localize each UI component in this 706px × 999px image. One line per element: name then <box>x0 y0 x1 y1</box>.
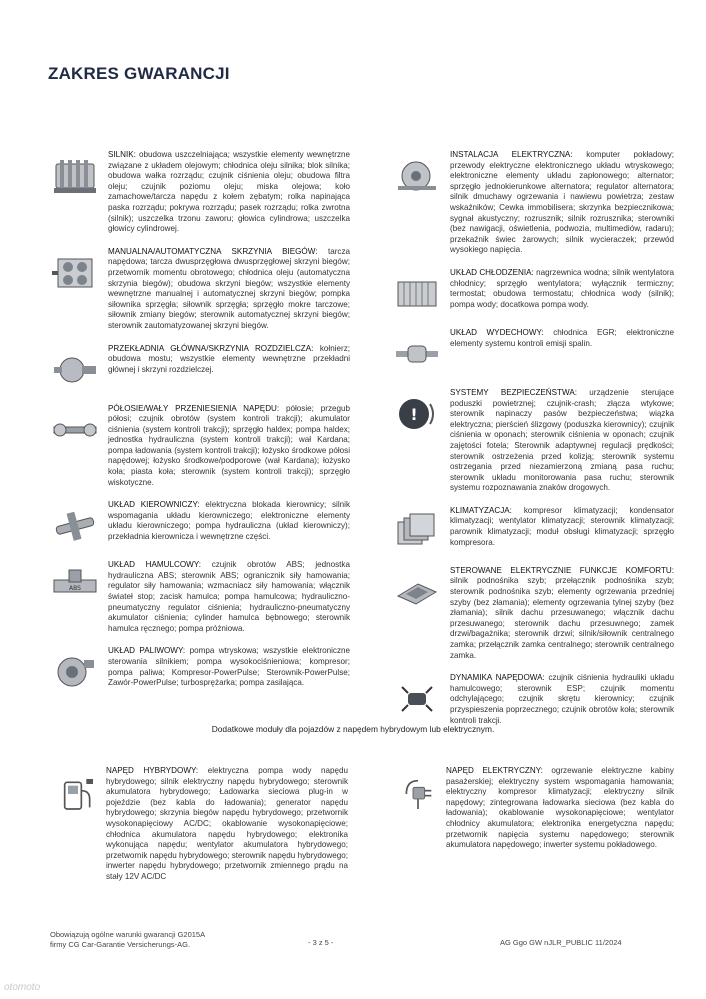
item-heading: MANUALNA/AUTOMATYCZNA SKRZYNIA BIEGÓW: <box>108 246 318 256</box>
item-heading: UKŁAD HAMULCOWY: <box>108 560 201 570</box>
item-text: nagrzewnica wodna; silnik wentylatora chłodnicy; sprzęgło wentylatora; wyłącznik termiczny; termostat; obudowa termostatu; chłodnica wody (silnik); pompa wody; docatkowa pompa wody. <box>450 267 675 309</box>
item-text: półosie; przegub półosi; czujnik obrotów (system kontroli trakcji); akumulator ciśnienia (system kontroli trakcji); sprzęgło haldex; pompa haldex; jednostka hydrauliczna (system kontroli trakcji); wał Kardana; pompa ładowania (system kontroli trakcji); łożysko środkowe półosi napędowej; łożysko środkowe/podporowe (wał Kardana); łożysko koła; piasta koła; sterownik (system kontroli trakcji); sprzęgło wiskotyczne. <box>108 403 351 487</box>
item-text: elektryczna pompa wody napędu hybrydowego; silnik elektryczny napędu hybrydowego; sterownik akumulatora hybrydowego; Ładowarka sieciowa plug-in w pojeździe (bez kabla do ładowania); generator napędu hybrydowego; skrzynia biegów napędu hybrydowego; przetwornik wysokonapięciowy AC/DC; okablowanie wysokonapięciowe; chłodnica akumulatora napędu hybrydowego; elektronika wykonująca napędu; wentylator akumulatora hybrydowego; przetwornik napędu hybrydowego; sterownik napędu hybrydowego; inwerter napędu hybrydowego; przetwornik zmiennego prądu na stały 12V AC/DC <box>106 766 348 881</box>
left-column <box>50 150 350 706</box>
footer-conditions <box>50 930 205 950</box>
item-text: obudowa uszczelniająca; wszystkie elementy wewnętrzne związane z układem olejowym; chłodnica oleju silnika; blok silnika; obudowa wałka rozrządu; czujnik ciśnienia oleju; obudowa filtra oleju; czujnik poziomu oleju; miska olejowa; koło zamachowe/tarcza napędu z kołem zębatym; rolka napinająca paska rozrządu; pokrywa rozrządu; pasek rozrządu; rolka zwrotna (silnik); uszczelka trzonu zaworu; głowica cylindrowa; uszczelka głowicy cylindrowej. <box>108 150 351 234</box>
warranty-item-comfort <box>392 566 674 661</box>
item-heading: PÓŁOSIE/WAŁY PRZENIESIENIA NAPĘDU: <box>108 403 280 413</box>
engine-icon <box>50 154 100 198</box>
item-text: komputer pokładowy; przewody elektryczne elektronicznego układu wtryskowego; elektroniczne elementy układu zapłonowego; alternator; sprzęgło jednokierunkowe alternatora; regulator alternatora; silnik dmuchawy ogrzewania i nawiewu powietrza; zestaw wskaźników; Cewka immobilisera; skrzynka bezpiecznikowa; sygnał akustyczny; rozrusznik; silnik rozrusznika; sterowniki (bez nawigacji, oświetlenia, podwozia, multimediów, radaru); przekaźnik świec żarowych; silnik wycieraczek; przewód wysokiego napięcia. <box>450 150 675 255</box>
item-heading: UKŁAD WYDECHOWY: <box>450 327 544 337</box>
item-heading: UKŁAD PALIWOWY: <box>108 646 186 656</box>
warranty-item-electrical <box>392 150 674 256</box>
alternator-icon <box>392 154 442 198</box>
differential-icon <box>50 348 100 392</box>
item-heading: PRZEKŁADNIA GŁÓWNA/SKRZYNIA ROZDZIELCZA: <box>108 343 314 353</box>
item-text: silnik podnośnika szyb; przełącznik podnośnika szyb; sterownik podnośnika szyb; elementy ogrzewania przedniej szyby (bez złamania); elementy ogrzewania tylnej szyby (bez złamania); silnik dachu przesuwanego; włącznik dachu przesuwanego; sterownik dachu przesuwnego; zamek drzwi/bagażnika; sterownik drzwi; silnik/siłownik centralnego zamka; przełącznik zamka centralnego; sterownik centralnego zamka. <box>450 576 674 660</box>
warranty-item-gearbox <box>50 247 350 332</box>
right-column <box>392 150 674 738</box>
item-heading: KLIMATYZACJA: <box>450 505 512 515</box>
warranty-item-dynamics <box>392 673 674 726</box>
warranty-item-electric <box>398 766 674 851</box>
item-text: czujnik ciśnienia hydrauliki układu hamulcowego; sterownik ESP; czujnik momentu odchylającego; czujnik skrętu kierownicy; czujnik przyspieszenia poprzecznego; czujnik obrotów koła; sterownik kontroli trakcji. <box>450 673 675 725</box>
brake-icon <box>50 564 100 608</box>
electric-section <box>398 766 674 863</box>
item-text: elektryczna blokada kierownicy; silnik wspomagania układu kierowniczego; elektroniczne elementy układu kierowniczego; pompa hydrauliczna (układ kierowniczy); przekładnia kierownicza i wewnętrzne części. <box>108 500 350 542</box>
item-text: czujnik obrotów ABS; jednostka hydrauliczna ABS; sterownik ABS; ogranicznik siły hamowania; regulator siły hamowania; wzmacniacz siły hamowania; włącznik świateł stop; zacisk hamulca; pompa hamulcowa; hydrauliczno-pneumatyczny regulator ciśnienia; hydrauliczno-pneumatyczny akumulator ciśnienia; cylinder hamulca bębnowego; sterownik hamulca ręcznego; pompa próżniowa. <box>108 560 350 633</box>
turbo-icon <box>50 650 100 694</box>
footer-line-1: Obowiązują ogólne warunki gwarancji G2015A <box>50 930 206 939</box>
warranty-item-driveshaft <box>50 404 350 489</box>
warranty-item-exhaust <box>392 328 674 376</box>
item-heading: SILNIK: <box>108 150 136 159</box>
page-title: ZAKRES GWARANCJI <box>48 64 230 83</box>
electric-plug-icon <box>398 770 438 818</box>
warranty-item-steering <box>50 500 350 548</box>
item-heading: STEROWANE ELEKTRYCZNIE FUNKCJE KOMFORTU: <box>450 565 674 575</box>
item-text: tarcza napędowa; tarcza dwusprzęgłowa dwusprzęgłowej skrzyni biegów; przetwornik momentu obrotowego; chłodnica oleju (automatyczna skrzynia biegów); obudowa skrzyni biegów; wszystkie elementy wewnętrzne manualnej i automatycznej skrzyni biegów; pompka siłownika sprzęgła; siłownik sprzęgła; sprzęgło mokre tarczowe; siłownik zmiany biegów; sterownik automatycznej skrzyni biegów; sterownik zautomatyzowanej skrzyni biegów. <box>108 246 351 330</box>
warranty-item-safety <box>392 388 674 494</box>
steering-icon <box>50 504 100 548</box>
hybrid-icon <box>58 770 98 818</box>
warranty-item-cooling <box>392 268 674 316</box>
page-number: - 3 z 5 - <box>308 938 334 947</box>
warranty-item-brakes <box>50 560 350 634</box>
item-text: chłodnica EGR; elektroniczne elementy systemu kontroli emisji spalin. <box>450 327 675 348</box>
item-text: kompresor klimatyzacji; kondensator klimatyzacji; wentylator klimatyzacji; sterownik klimatyzacji; parownik klimatyzacji; moduł obsługi klimatyzacji; sprzęgło kompresora. <box>450 505 674 547</box>
warranty-item-hybrid <box>58 766 348 883</box>
item-heading: INSTALACJA ELEKTRYCZNA: <box>450 150 573 159</box>
item-heading: UKŁAD KIEROWNICZY: <box>108 500 200 510</box>
item-heading: DYNAMIKA NAPĘDOWA: <box>450 673 545 683</box>
watermark: otomoto <box>4 982 41 993</box>
safety-icon <box>392 392 442 436</box>
warranty-item-engine <box>50 150 350 235</box>
warranty-item-fuel <box>50 646 350 694</box>
driveshaft-icon <box>50 408 100 452</box>
item-heading: NAPĘD HYBRYDOWY: <box>106 766 199 775</box>
document-code: AG Ggo GW nJLR_PUBLIC 11/2024 <box>500 938 622 947</box>
radiator-icon <box>392 272 442 316</box>
ac-icon <box>392 510 442 554</box>
svg-text:ABS: ABS <box>69 585 81 593</box>
svg-text:!: ! <box>410 404 418 424</box>
hybrid-section <box>58 766 348 895</box>
item-text: urządzenie sterujące poduszki powietrznej; czujnik-crash; złącza wtykowe; sterownik napinaczy pasów bezpieczeństwa; wiązka elektryczna; pierścień ślizgowy (poduszka kierownicy); czujnik ciśnienia w oponach; sterownik ciśnienia w oponach; czujnik zajętości fotela; Sterownik adaptywnej regulacji prędkości; sterownik ostrzeżenia przed kolizją; sterownik systemu ostrzegania przed niezamierzoną zmianą pasa ruchu; sterownik układu monitorowania pasa ruchu; sterownik systemu rozpoznawania znaków drogowych. <box>450 387 675 493</box>
dynamics-icon <box>392 677 442 721</box>
gearbox-icon <box>50 251 100 295</box>
exhaust-icon <box>392 332 442 376</box>
warranty-item-differential <box>50 344 350 392</box>
item-heading: NAPĘD ELEKTRYCZNY: <box>446 766 543 775</box>
item-text: pompa wtryskowa; wszystkie elektroniczne sterowania silnikiem; pompa wysokociśnieniowa; kompresor; pompa paliwa; Kompresor-PowerPulse; Sterownik-PowerPulse; Zawór-PowerPulse; turbosprężarka; pompa zasilająca. <box>108 646 350 688</box>
chip-icon <box>392 570 442 614</box>
item-text: kołnierz; obudowa mostu; wszystkie elementy wewnętrzne przekładni głównej i skrzyni rozdzielczej. <box>108 343 351 374</box>
item-heading: SYSTEMY BEZPIECZEŃSTWA: <box>450 387 577 397</box>
item-text: ogrzewanie elektryczne kabiny pasażerskiej; elektryczny system wspomagania hamowania; elektryczny kompresor klimatyzacji; elektryczny silnik napędowy; zintegrowana ładowarka sieciowa (bez kabla do ładowania); okablowanie wysokonapięciowe; wentylator chłodnicy akumulatora; elektronika energetyczna napędu; przetwornik napięcia systemu napędowego; sterownik akumulatora napędowego; inwerter systemu pokładowego. <box>446 766 674 850</box>
footer-line-2: firmy CG Car-Garantie Versicherungs-AG. <box>50 940 191 949</box>
hybrid-electric-note: Dodatkowe moduły dla pojazdów z napędem hybrydowym lub elektrycznym. <box>211 724 495 734</box>
warranty-item-ac <box>392 506 674 554</box>
item-heading: UKŁAD CHŁODZENIA: <box>450 267 534 277</box>
